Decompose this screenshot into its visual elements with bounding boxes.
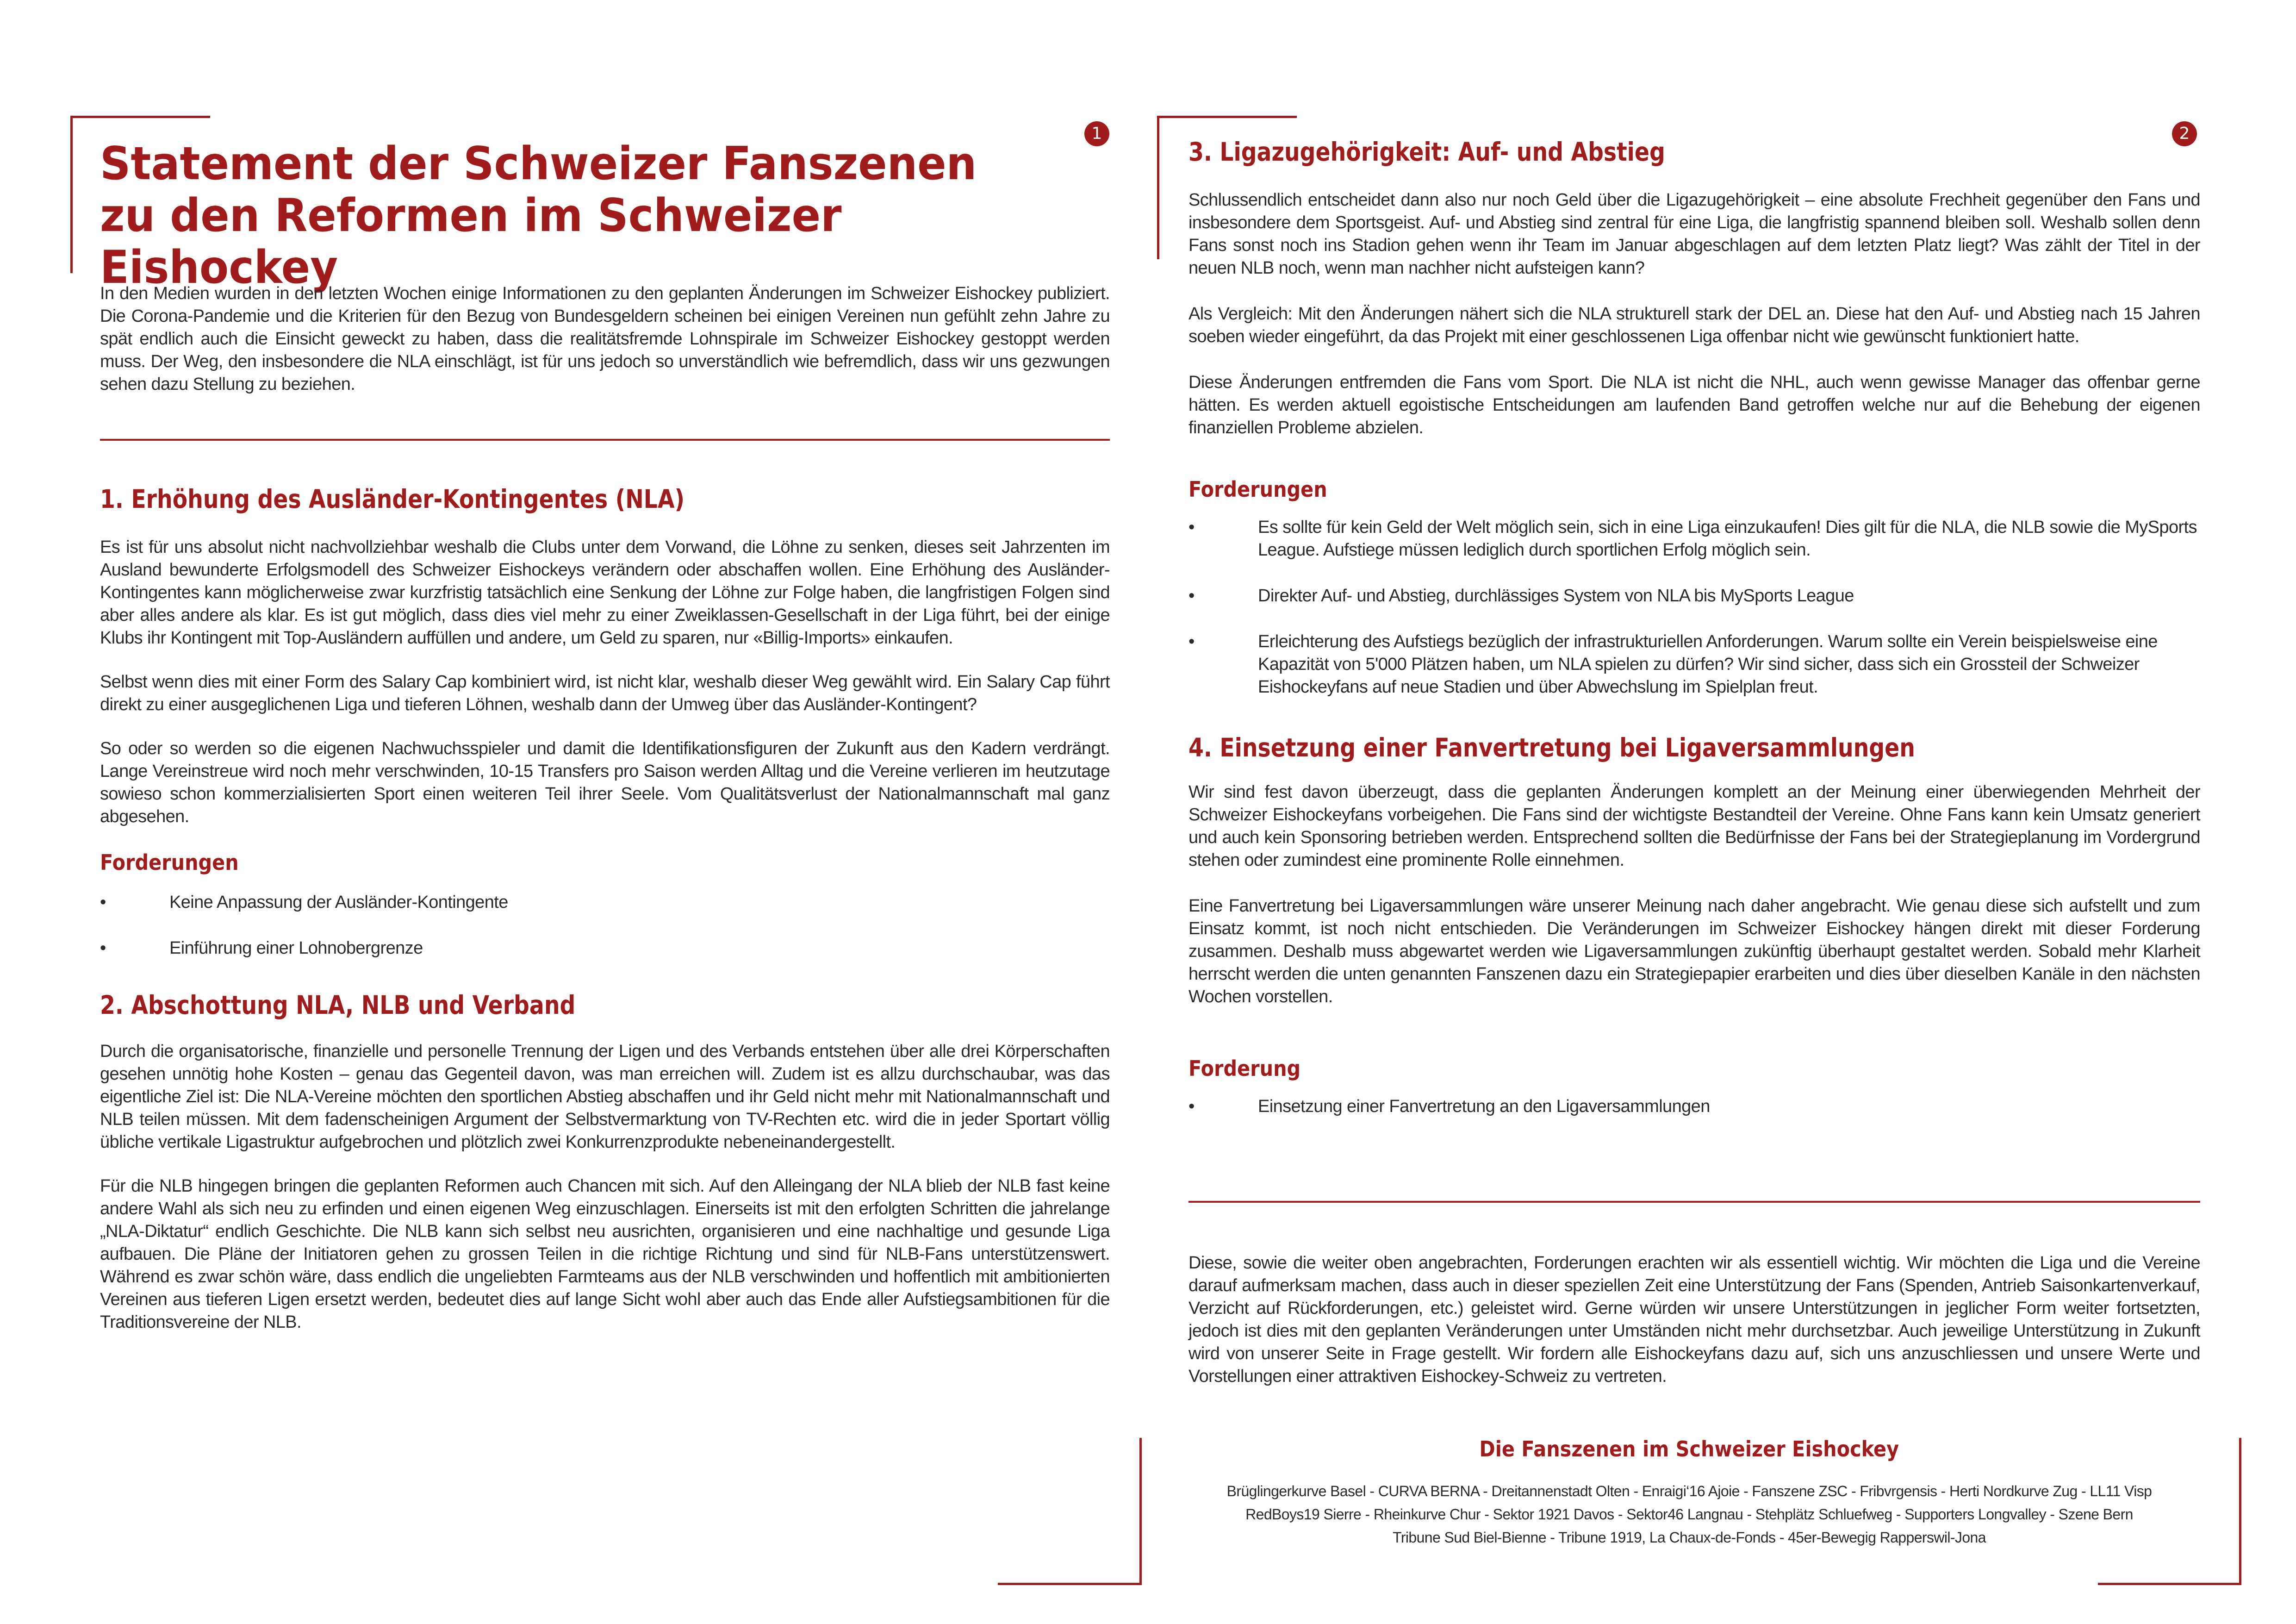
paragraph: Es ist für uns absolut nicht nachvollziehbar weshalb die Clubs unter dem Vorwand, die Löhne zu senken, dieses seit Jahrzenten im Ausland bewunderte Erfolgsmodell des Schweizer Eishockeys verändern oder abschaffen wollen. Eine Erhöhung des Ausländer-Kontingentes kann möglicherweise zwar kurzfristig tatsächlich eine Senkung der Löhne zur Folge haben, die langfristigen Folgen sind aber alles andere als klar. Es ist gut möglich, dass dies viel mehr zu einer Zweiklassen-Gesellschaft in der Liga führt, bei der einige Klubs ihr Kontingent mit Top-Ausländern auffüllen und andere, um Geld zu sparen, nur «Billig-Imports» einkaufen. — [100, 537, 1110, 648]
left-column — [100, 282, 1110, 396]
signature-block — [1166, 1435, 2212, 1549]
divider — [1188, 1201, 2200, 1203]
signature-line: Tribune Sud Biel-Bienne - Tribune 1919, La Chaux-de-Fonds - 45er-Bewegig Rapperswil-Jona — [1393, 1529, 1986, 1546]
paragraph: Als Vergleich: Mit den Änderungen nähert sich die NLA strukturell stark der DEL an. Diese hat den Auf- und Abstieg nach 15 Jahren soeben wieder eingeführt, da das Projekt mit einer geschlossenen Liga offenbar nicht wie gewünscht funktioniert hatte. — [1188, 304, 2200, 346]
list-item: • Es sollte für kein Geld der Welt möglich sein, sich in eine Liga einzukaufen! Dies gilt für die NLA, die NLB sowie die MySports League. Aufstiege müssen lediglich durch sportlichen Erfolg möglich sein. — [1188, 516, 2200, 562]
paragraph: Für die NLB hingegen bringen die geplanten Reformen auch Chancen mit sich. Auf den Alleingang der NLA blieb der NLB fast keine andere Wahl als sich neu zu erfinden und einen eigenen Weg einzuschlagen. Einerseits ist mit den erfolgten Schritten die jahrelange „NLA-Diktatur“ endlich Geschichte. Die NLB kann sich selbst neu ausrichten, organisieren und eine nachhaltige und gesunde Liga aufbauen. Die Pläne der Initiatoren gehen zu grossen Teilen in die richtige Richtung und sind für NLB-Fans unterstützenswert. Während es zwar schön wäre, dass endlich die ungeliebten Farmteams aus der NLB verschwinden und hoffentlich mit ambitionierten Vereinen aus tieferen Ligen ersetzt werden, bedeutet dies auf lange Sicht wohl aber auch das Ende aller Aufstiegsambitionen für die Traditionsvereine der NLB. — [100, 1176, 1110, 1332]
signature-line: RedBoys19 Sierre - Rheinkurve Chur - Sektor 1921 Davos - Sektor46 Langnau - Stehplätz Schluefweg - Supporters Longvalley - Szene Bern — [1245, 1506, 2133, 1523]
page-title — [100, 138, 1118, 294]
signature-bracket-left — [1139, 1438, 1142, 1585]
paragraph: Eine Fanvertretung bei Ligaversammlungen wäre unserer Meinung nach daher angebracht. Wie genau diese sich aufstellt und zum Einsatz kommt, ist noch nicht entschieden. Die Veränderungen im Schweizer Eishockey hängen direkt mit dieser Forderung zusammen. Deshalb muss abgewartet werden wie Ligaversammlungen zukünftig überhaupt gestaltet werden. Sobald mehr Klarheit herrscht werden die unten genannten Fanszenen dazu ein Strategiepapier erarbeiten und dies über dieselben Kanäle in den nächsten Wochen vorstellen. — [1188, 896, 2200, 1006]
section-heading: 3. Ligazugehörigkeit: Auf- und Abstieg — [1188, 137, 1665, 167]
divider — [100, 439, 1110, 441]
paragraph: Durch die organisatorische, finanzielle und personelle Trennung der Ligen und des Verbands entstehen über alle drei Körperschaften gesehen unnötig hohe Kosten – genau das Gegenteil davon, was man erreichen will. Zudem ist es allzu durchschaubar, was das eigentliche Ziel ist: Die NLA-Vereine möchten den sportlichen Abstieg abschaffen und ihr Geld nicht mehr mit Nationalmannschaft und NLB teilen müssen. Mit dem fadenscheinigen Argument der Selbstvermarktung von TV-Rechten etc. wird die in jeder Sportart völlig übliche vertikale Ligastruktur aufgebrochen und plötzlich zwei Konkurrenzprodukte nebeneinandergestellt. — [100, 1042, 1110, 1152]
list-item: • Direkter Auf- und Abstieg, durchlässiges System von NLA bis MySports League — [1188, 585, 2200, 607]
paragraph: Selbst wenn dies mit einer Form des Salary Cap kombiniert wird, ist nicht klar, weshalb dieser Weg gewählt wird. Ein Salary Cap führt direkt zu einer ausgeglichenen Liga und tieferen Löhnen, weshalb dann der Umweg über das Ausländer-Kontingent? — [100, 672, 1110, 714]
title-line-1: Statement der Schweizer Fanszenen — [100, 137, 977, 190]
paragraph: Wir sind fest davon überzeugt, dass die geplanten Änderungen komplett an der Meinung einer überwiegenden Mehrheit der Schweizer Eishockeyfans vorbeigehen. Die Fans sind der wichtigste Bestandteil der Vereine. Ohne Fans kann kein Umsatz generiert und auch kein Sponsoring betrieben werden. Entsprechend sollten die Bedürfnisse der Fans bei der Strategieplanung im Vordergrund stehen oder zumindest eine prominente Rolle einnehmen. — [1188, 782, 2200, 870]
demands-heading: Forderungen — [1188, 477, 1327, 502]
signature-line: Brüglingerkurve Basel - CURVA BERNA - Dreitannenstadt Olten - Enraigi‘16 Ajoie - Fanszene ZSC - Fribvrgensis - Herti Nordkurve Zug - LL11 Visp — [1226, 1483, 2152, 1499]
section-1 — [100, 482, 1110, 1334]
signature-title: Die Fanszenen im Schweizer Eishockey — [1479, 1437, 1899, 1462]
section-heading: 2. Abschottung NLA, NLB und Verband — [100, 990, 576, 1020]
bullet-icon: • — [1188, 586, 1195, 606]
intro-paragraph: In den Medien wurden in den letzten Wochen einige Informationen zu den geplanten Änderungen im Schweizer Eishockey publiziert. Die Corona-Pandemie und die Kriterien für den Bezug von Bundesgeldern scheinen bei einigen Vereinen nun gefühlt zehn Jahre zu spät endlich auch die Einsicht geweckt zu haben, dass die realitätsfremde Lohnspirale im Schweizer Eishockey gestoppt werden muss. Der Weg, den insbesondere die NLA einschlägt, ist für uns jedoch so unverständlich wie befremdlich, dass wir uns gezwungen sehen dazu Stellung zu beziehen. — [100, 284, 1110, 394]
corner-accent-left — [1157, 116, 1159, 259]
section-heading: 1. Erhöhung des Ausländer-Kontingentes (NLA) — [100, 484, 685, 514]
corner-accent-left — [70, 116, 73, 273]
corner-accent-top — [70, 116, 210, 118]
bullet-icon: • — [1188, 518, 1195, 537]
right-column — [1188, 135, 2200, 1118]
signature-bracket-left-foot — [998, 1583, 1142, 1585]
section-heading: 4. Einsetzung einer Fanvertretung bei Ligaversammlungen — [1188, 733, 1915, 762]
paragraph: Diese Änderungen entfremden die Fans vom Sport. Die NLA ist nicht die NHL, auch wenn gewisse Manager das offenbar gerne hätten. Es werden aktuell egoistische Entscheidungen am laufenden Band getroffen welche nur auf die Behebung der eigenen finanziellen Probleme abzielen. — [1188, 373, 2200, 437]
demand-heading: Forderung — [1188, 1056, 1301, 1081]
page-number-badge: 1 — [1084, 121, 1109, 146]
list-item: • Keine Anpassung der Ausländer-Kontingente — [100, 891, 1110, 914]
signature-bracket-right-foot — [2098, 1583, 2241, 1585]
list-item: • Erleichterung des Aufstiegs bezüglich der infrastrukturiellen Anforderungen. Warum sollte ein Verein beispielsweise eine Kapazität von 5'000 Plätzen haben, um NLA spielen zu dürfen? Wir sind sicher, dass sich ein Grossteil der Schweizer Eishockeyfans auf neue Stadien und über Abwechslung im Spielplan freut. — [1188, 631, 2200, 699]
page-number-badge: 2 — [2172, 121, 2197, 146]
title-line-2: zu den Reformen im Schweizer Eishockey — [100, 189, 842, 294]
list-item: • Einsetzung einer Fanvertretung an den Ligaversammlungen — [1188, 1095, 2200, 1118]
paragraph: Schlussendlich entscheidet dann also nur noch Geld über die Ligazugehörigkeit – eine absolute Frechheit gegenüber den Fans und insbesondere dem Sportsgeist. Auf- und Abstieg sind zentral für eine Liga, die langfristig spannend bleiben soll. Weshalb sollen denn Fans sonst noch ins Stadion gehen wenn ihr Team im Januar abgeschlagen auf dem letzten Platz liegt? Was zählt der Titel in der neuen NLB noch, wenn man nachher nicht aufsteigen kann? — [1188, 190, 2200, 278]
paragraph: So oder so werden so die eigenen Nachwuchsspieler und damit die Identifikationsfiguren der Zukunft aus den Kadern verdrängt. Lange Vereinstreue wird noch mehr verschwinden, 10-15 Transfers pro Saison werden Alltag und die Vereine verlieren im heutzutage sowieso schon kommerzialisierten Sport einen weiteren Teil ihrer Seele. Vom Qualitätsverlust der Nationalmannschaft mal ganz abgesehen. — [100, 739, 1110, 826]
bullet-icon: • — [100, 938, 106, 958]
corner-accent-top — [1157, 116, 1297, 118]
closing-section — [1188, 1252, 2200, 1388]
bullet-icon: • — [1188, 1097, 1195, 1116]
demands-heading: Forderungen — [100, 850, 239, 875]
bullet-icon: • — [100, 893, 106, 912]
bullet-icon: • — [1188, 632, 1195, 651]
signature-bracket-right — [2239, 1438, 2241, 1585]
list-item: • Einführung einer Lohnobergrenze — [100, 937, 1110, 960]
closing-paragraph: Diese, sowie die weiter oben angebrachten, Forderungen erachten wir als essentiell wichtig. Wir möchten die Liga und die Vereine darauf aufmerksam machen, dass auch in dieser speziellen Zeit eine Unterstützung der Fans (Spenden, Antrieb Saisonkartenverkauf, Verzicht auf Rückforderungen, etc.) geleistet wird. Gerne würden wir unsere Unterstützungen in jeglicher Form weiter fortsetzten, jedoch ist dies mit den geplanten Veränderungen unter Umständen nicht mehr durchsetzbar. Auch jeweilige Unterstützung in Zukunft wird von unserer Seite in Frage gestellt. Wir fordern alle Eishockeyfans dazu auf, sich uns anzuschliessen und unsere Werte und Vorstellungen einer attraktiven Eishockey-Schweiz zu vertreten. — [1188, 1253, 2200, 1386]
